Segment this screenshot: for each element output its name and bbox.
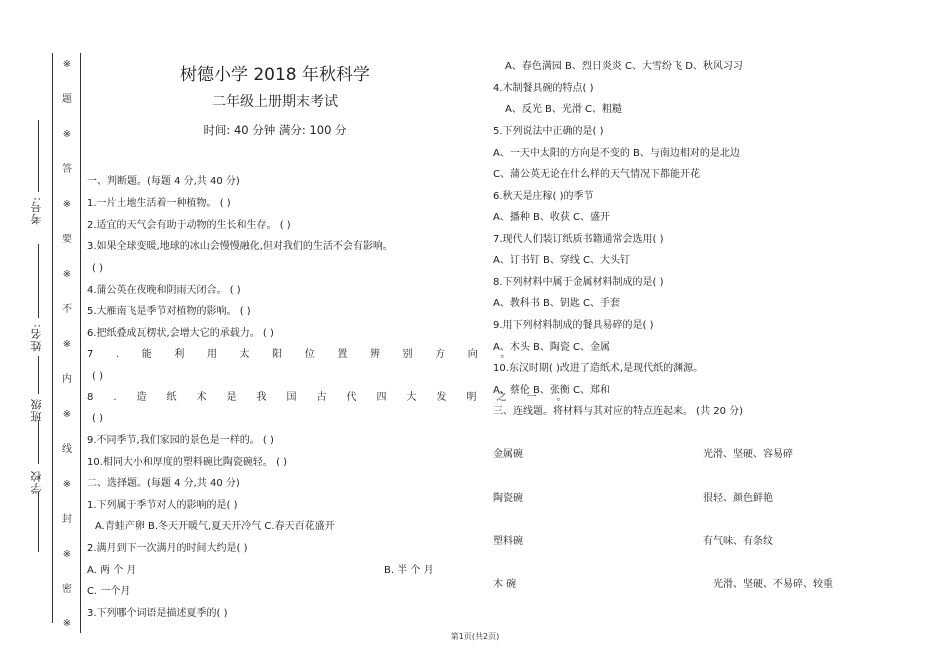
section-heading: 二、选择题。(每题 4 分,共 40 分) [87,478,240,489]
answer-bracket[interactable]: ( ) [92,371,103,382]
option-c: C. 一个月 [87,586,131,597]
question-line: 8.造纸术是我国古代四大发明之一。 [87,392,587,403]
margin-mark: ※ [62,129,72,140]
feature-item[interactable]: 很轻、颜色鲜艳 [703,493,773,504]
feature-item[interactable]: 光滑、坚硬、不易碎、较重 [713,579,833,590]
name-blank[interactable] [38,244,39,318]
option-b: B. 半 个 月 [384,565,434,576]
material-item[interactable]: 陶瓷碗 [493,493,523,504]
question-line: 5.下列说法中正确的是( ) [493,126,604,137]
option-line: A、播种 B、收获 C、盛开 [493,212,611,223]
question-line: 3.下列哪个词语是描述夏季的( ) [87,608,228,619]
margin-mark: ※ [62,269,72,280]
class-blank-2[interactable] [38,420,39,464]
option-line: A、一天中太阳的方向是不变的 B、与南边相对的是北边 [493,148,740,159]
margin-mark: ※ [62,549,72,560]
option-line: A.青蛙产卵 B.冬天开暖气,夏天开冷气 C.春天百花盛开 [95,521,335,532]
option-line: A、蔡伦 B、张衡 C、郑和 [493,385,611,396]
question-line: 6.秋天是庄稼( )的季节 [493,191,594,202]
exam-subtitle: 二年级上册期末考试 [212,94,338,110]
question-line: 10.相同大小和厚度的塑料碗比陶瓷碗轻。 ( ) [87,457,288,468]
feature-item[interactable]: 有气味、有条纹 [703,536,773,547]
margin-mark: ※ [62,199,72,210]
school-blank[interactable] [38,492,39,552]
question-line: 3.如果全球变暖,地球的冰山会慢慢融化,但对我们的生活不会有影响。 [87,241,393,252]
material-item[interactable]: 木 碗 [493,579,517,590]
margin-mark: 封 [62,514,72,525]
question-line: 5.大雁南飞是季节对植物的影响。 ( ) [87,306,251,317]
option-line: A、反光 B、光滑 C、粗糙 [505,104,623,115]
question-line: 7.现代人们装订纸质书籍通常会选用( ) [493,234,664,245]
margin-mark: ※ [62,618,72,629]
question-line: 2.满月到下一次满月的时间大约是( ) [87,543,248,554]
margin-mark: 不 [62,304,72,315]
margin-mark: ※ [62,409,72,420]
section-heading: 三、连线题。将材料与其对应的特点连起来。 (共 20 分) [493,406,744,417]
margin-outer-line [52,53,53,623]
option-line: A、订书钉 B、穿线 C、大头钉 [493,255,631,266]
school-label: 学校 [30,470,43,494]
question-line: 8.下列材料中属于金属材料制成的是( ) [493,277,664,288]
question-line [87,348,533,361]
question-line: 6.把纸叠成瓦楞状,会增大它的承载力。 ( ) [87,328,274,339]
margin-inner-line [80,53,81,633]
option-line: A、教科书 B、钥匙 C、手套 [493,298,621,309]
question-line: 10.东汉时期( )改进了造纸术,是现代纸的渊源。 [493,363,704,374]
margin-mark: 线 [62,444,72,455]
option-line: A、木头 B、陶瓷 C、金属 [493,342,611,353]
answer-bracket[interactable]: ( ) [92,413,103,424]
material-item[interactable]: 金属碗 [493,449,523,460]
class-blank[interactable] [38,356,39,394]
margin-mark: ※ [62,479,72,490]
name-label: 姓名: [30,323,43,352]
feature-item[interactable]: 光滑、坚硬、容易碎 [703,449,793,460]
class-label: 班级 [30,398,43,422]
margin-mark: ※ [62,59,72,70]
margin-mark: 要 [62,234,72,245]
margin-mark: 密 [62,584,72,595]
question-line: 4.木制餐具碗的特点( ) [493,83,594,94]
question-line: 1.一片土地生活着一种植物。 ( ) [87,198,231,209]
question-line: 4.蒲公英在夜晚和阴雨天闭合。 ( ) [87,285,241,296]
material-item[interactable]: 塑料碗 [493,536,523,547]
question-text: 7.能利用太阳位置辨别方向。 [87,349,533,360]
question-line: 1.下列属于季节对人的影响的是( ) [87,500,238,511]
answer-bracket[interactable]: ( ) [92,263,103,274]
question-line: 2.适宜的天气会有助于动物的生长和生存。 ( ) [87,220,291,231]
exam-number-label: 考号: [30,196,43,225]
question-line: 9.用下列材料制成的餐具易碎的是( ) [493,320,654,331]
option-line: C、蒲公英无论在什么样的天气情况下都能开花 [493,169,700,180]
margin-mark: 内 [62,374,72,385]
exam-meta: 时间: 40 分钟 满分: 100 分 [203,123,347,137]
margin-mark: ※ [62,339,72,350]
question-line: 9.不同季节,我们家园的景色是一样的。 ( ) [87,435,274,446]
exam-number-blank[interactable] [38,120,39,192]
exam-title: 树德小学 2018 年秋科学 [179,65,371,85]
option-a: A. 两 个 月 [87,565,137,576]
section-heading: 一、判断题。(每题 4 分,共 40 分) [87,176,240,187]
margin-mark: 题 [62,94,72,105]
margin-mark: 答 [62,164,72,175]
option-line: A、春色满园 B、烈日炎炎 C、大雪纷飞 D、秋风习习 [505,61,743,72]
page-footer: 第1页(共2页) [450,632,500,641]
